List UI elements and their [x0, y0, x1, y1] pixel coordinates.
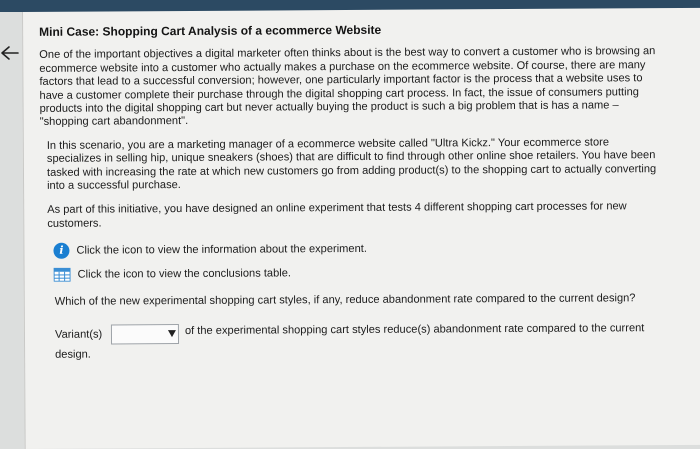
variant-dropdown[interactable]: [111, 324, 179, 344]
page-title: Mini Case: Shopping Cart Analysis of a ecommerce Website: [39, 22, 382, 39]
answer-row: [55, 320, 663, 345]
info-link-label: Click the icon to view the information about the experiment.: [76, 242, 367, 257]
info-link-row[interactable]: [53, 238, 662, 260]
back-arrow-icon[interactable]: [0, 42, 22, 64]
table-link-label: Click the icon to view the conclusions table.: [77, 266, 291, 281]
initiative-paragraph: As part of this initiative, you have designed an online experiment that tests 4 different shopping cart processes for new customers.: [47, 200, 627, 230]
question-panel: [22, 8, 700, 449]
table-icon[interactable]: [54, 268, 71, 282]
answer-lead: Variant(s): [54, 328, 103, 341]
answer-tail: of the experimental shopping cart styles reduce(s) abandonment rate compared to the current: [184, 321, 645, 337]
intro-paragraph: One of the important objectives a digital marketer often thinks about is the best way to convert a customer who is browsing an ecommerce website into a customer who actually makes a purchase on the ecommerce website. Of course, there are many factors that lead to a successful conversion; however, one particularly important factor is the process that a website uses to have a customer complete their purchase through the digital shopping cart process. In fact, the issue of consumers putting products into the digital shopping cart but never actually buying the product is such a big problem that is has a name – "shopping cart abandonment".: [39, 45, 656, 129]
info-icon[interactable]: i: [53, 243, 69, 259]
chevron-down-icon[interactable]: [168, 330, 176, 337]
table-link-row[interactable]: [54, 262, 663, 284]
scenario-paragraph: In this scenario, you are a marketing manager of a ecommerce website called "Ultra Kickz." Your ecommerce store specializes in selling hip, unique sneakers (shoes) that are difficult to find through other online shoe retailers. You have been tasked with increasing the rate at which new customers go from adding product(s) to the shopping cart to actually converting into a successful purchase.: [46, 136, 657, 192]
question-text: Which of the new experimental shopping cart styles, if any, reduce abandonment rate compared to the current design?: [54, 292, 636, 309]
answer-trailer: design.: [55, 348, 91, 361]
question-content: [39, 22, 663, 362]
